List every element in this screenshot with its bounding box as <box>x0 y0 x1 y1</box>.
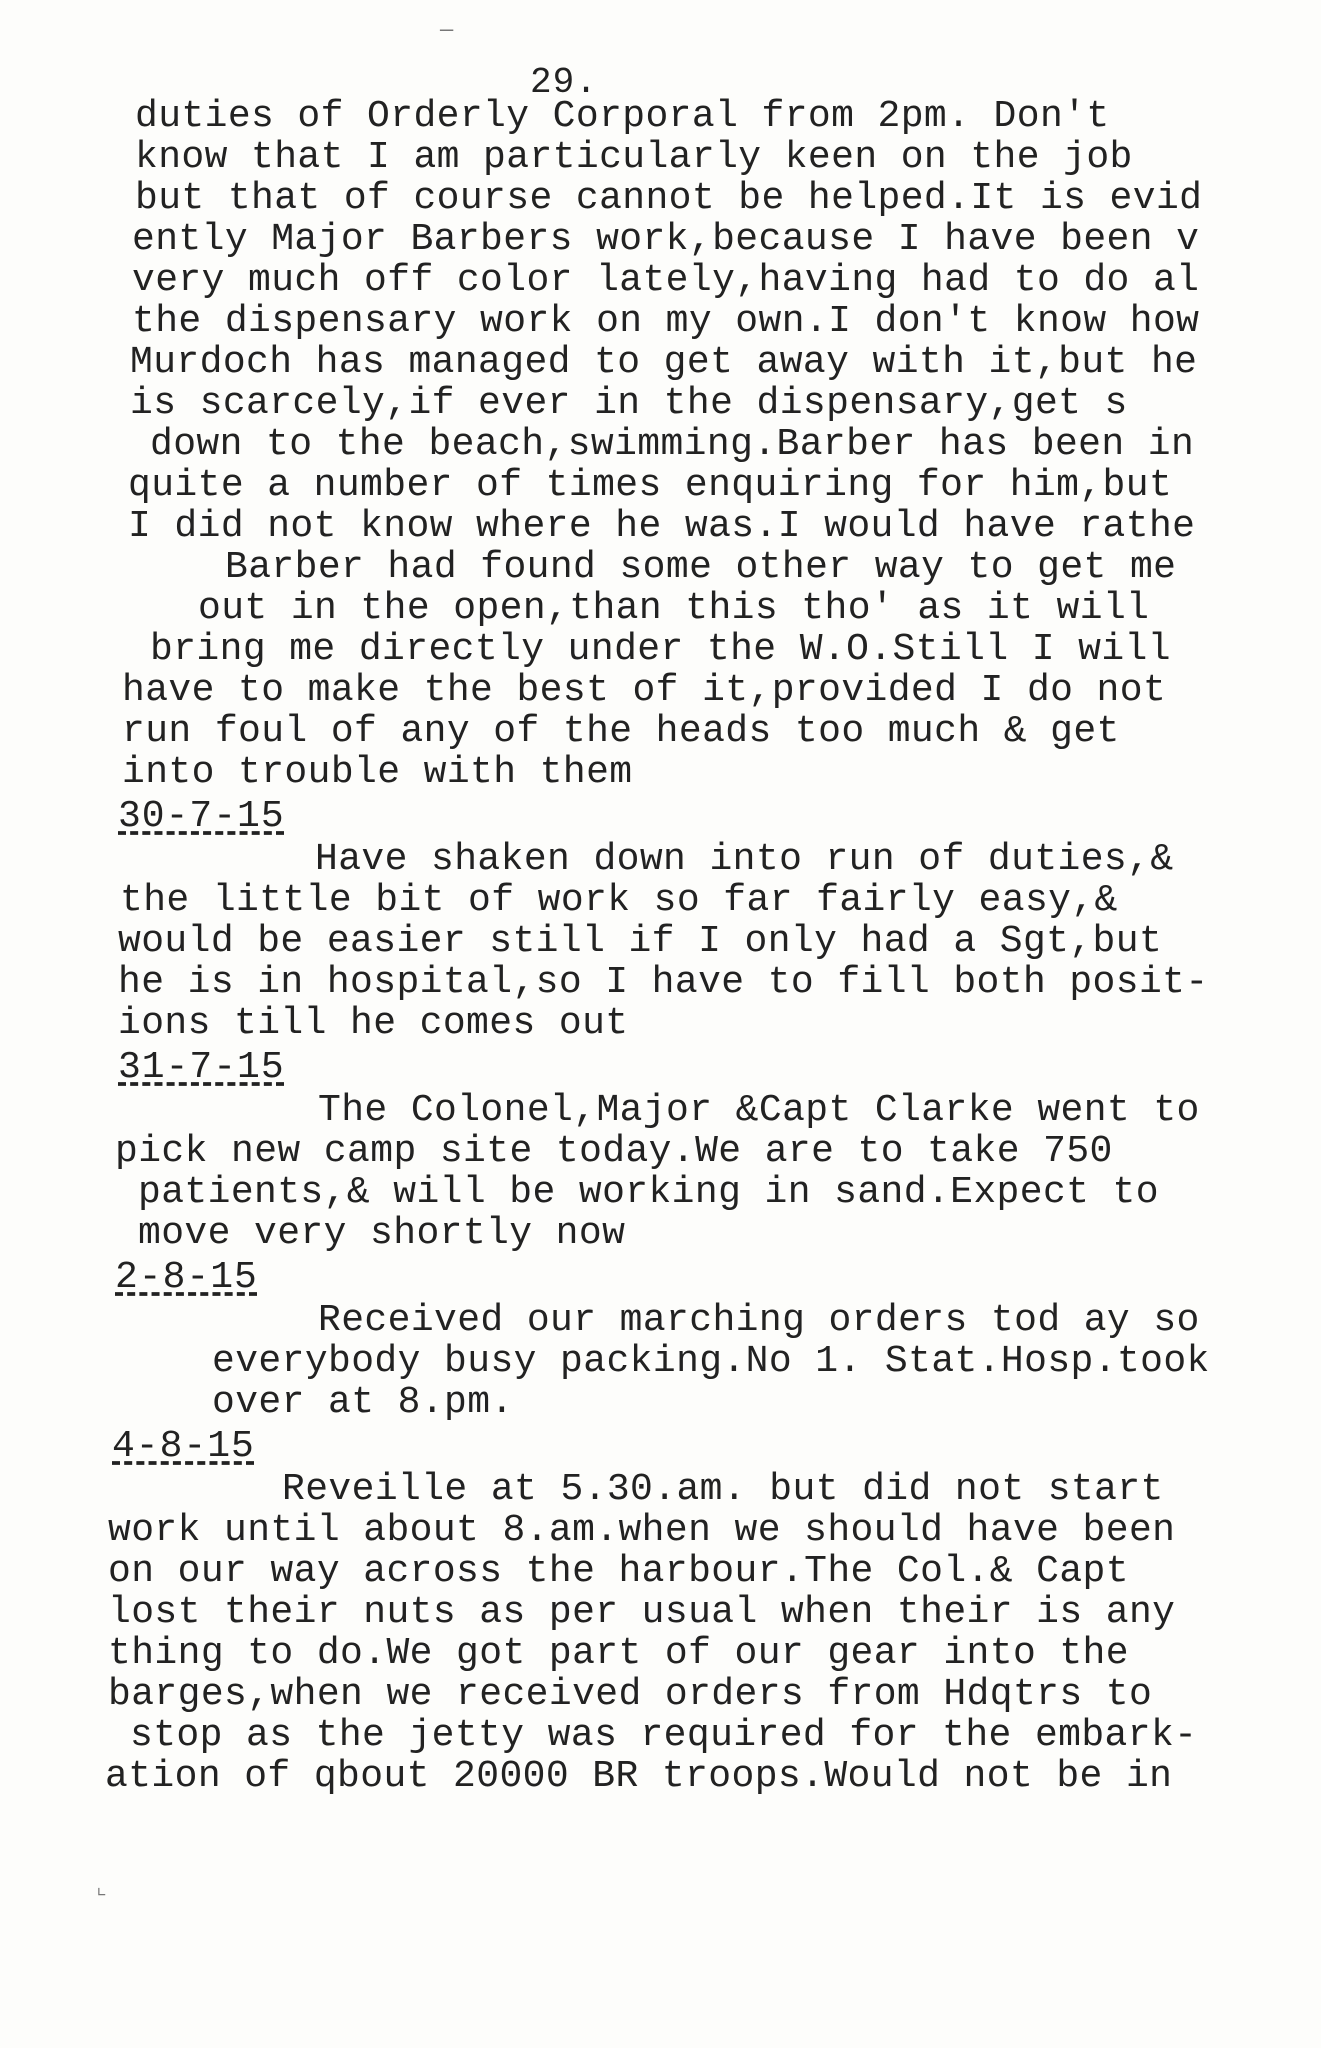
text-line: over at 8.pm. <box>212 1381 514 1424</box>
text-line: lost their nuts as per usual when their is any <box>108 1591 1176 1634</box>
text-line: I did not know where he was.I would have rathe <box>128 505 1196 548</box>
text-line: is scarcely,if ever in the dispensary,get s <box>130 382 1128 425</box>
text-line: have to make the best of it,provided I do not <box>122 669 1167 712</box>
text-line: pick new camp site today.We are to take 750 <box>115 1130 1113 1173</box>
text-line: quite a number of times enquiring for him,but <box>128 464 1173 507</box>
text-line: barges,when we received orders from Hdqtrs to <box>108 1673 1153 1716</box>
text-line: stop as the jetty was required for the embark- <box>130 1714 1198 1757</box>
text-line: he is in hospital,so I have to fill both posit- <box>118 961 1209 1004</box>
text-line: but that of course cannot be helped.It is evid <box>135 177 1203 220</box>
diary-date: 30-7-15 <box>118 795 285 838</box>
text-line: ently Major Barbers work,because I have been v <box>132 218 1200 261</box>
diary-date: 4-8-15 <box>112 1425 255 1468</box>
text-line: the little bit of work so far fairly easy,& <box>120 879 1118 922</box>
text-line: bring me directly under the W.O.Still I will <box>150 628 1171 671</box>
text-line: out in the open,than this tho' as it will <box>198 587 1150 630</box>
text-line: would be easier still if I only had a Sgt,but <box>118 920 1163 963</box>
text-line: move very shortly now <box>138 1212 626 1255</box>
text-line: Have shaken down into run of duties,& <box>315 838 1174 881</box>
text-line: duties of Orderly Corporal from 2pm. Don't <box>135 95 1110 138</box>
text-line: Barber had found some other way to get me <box>225 546 1177 589</box>
text-line: patients,& will be working in sand.Expect to <box>138 1171 1159 1214</box>
text-line: everybody busy packing.No 1. Stat.Hosp.took <box>212 1340 1210 1383</box>
text-line: Murdoch has managed to get away with it,but he <box>130 341 1198 384</box>
text-line: thing to do.We got part of our gear into the <box>108 1632 1129 1675</box>
text-line: run foul of any of the heads too much & get <box>122 710 1120 753</box>
text-line: The Colonel,Major &Capt Clarke went to <box>318 1089 1200 1132</box>
text-line: Received our marching orders tod ay so <box>318 1299 1200 1342</box>
text-line: the dispensary work on my own.I don't know how <box>132 300 1200 343</box>
diary-date: 31-7-15 <box>118 1046 285 1089</box>
text-line: into trouble with them <box>122 751 633 794</box>
text-line: know that I am particularly keen on the job <box>135 136 1133 179</box>
ink-mark: ⌞ <box>95 1876 109 1901</box>
text-line: very much off color lately,having had to do al <box>132 259 1200 302</box>
ink-mark: — <box>440 18 454 43</box>
diary-date: 2-8-15 <box>115 1256 258 1299</box>
text-line: down to the beach,swimming.Barber has been in <box>150 423 1195 466</box>
text-line: ions till he comes out <box>118 1002 629 1045</box>
text-line: Reveille at 5.30.am. but did not start <box>282 1468 1164 1511</box>
text-line: work until about 8.am.when we should have been <box>108 1509 1176 1552</box>
text-line: on our way across the harbour.The Col.& Capt <box>108 1550 1129 1593</box>
page-number: 29. <box>530 62 598 103</box>
text-line: ation of qbout 20000 BR troops.Would not be in <box>105 1755 1173 1798</box>
